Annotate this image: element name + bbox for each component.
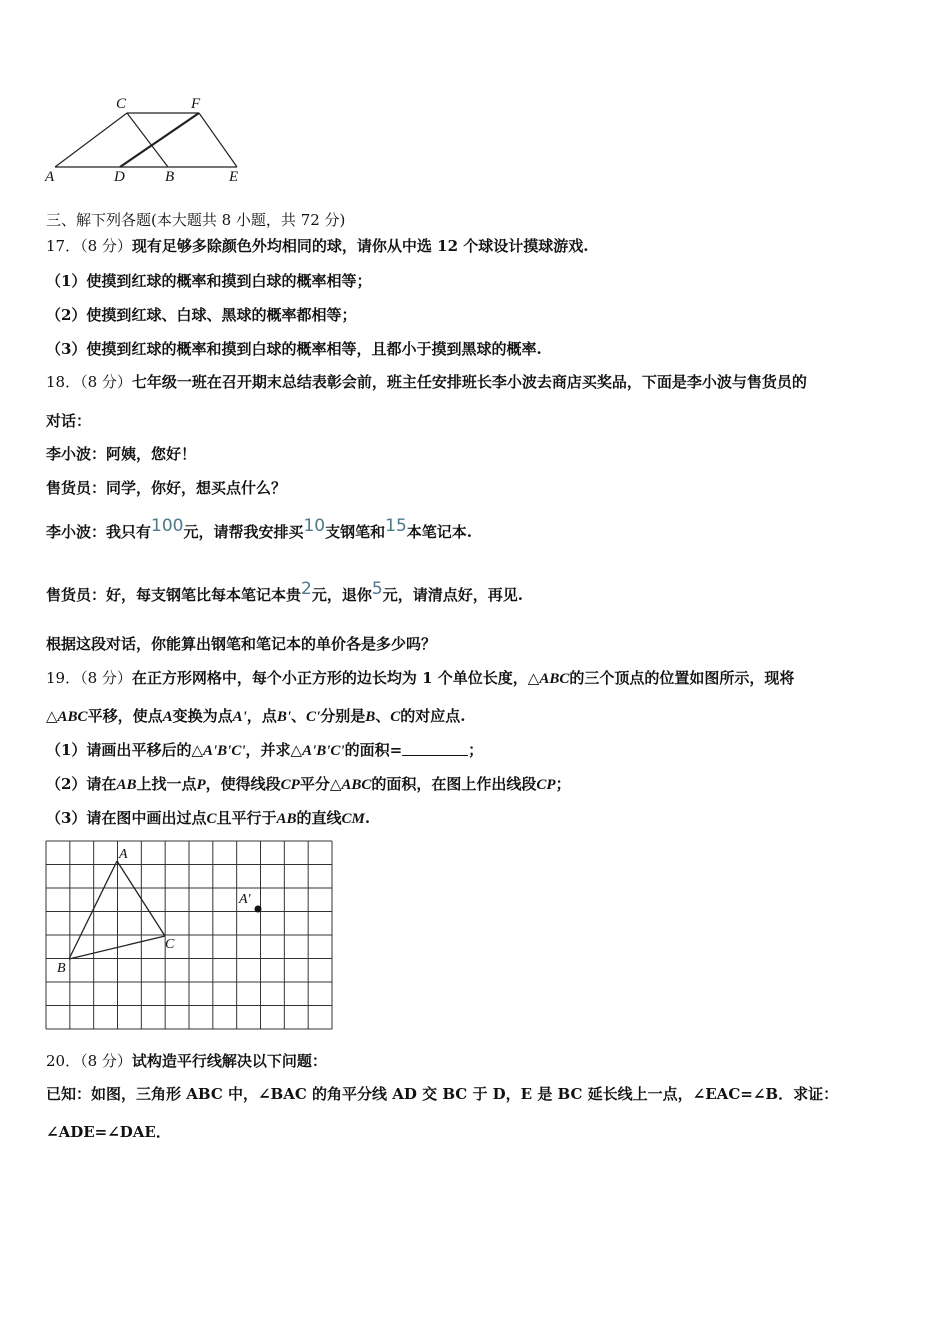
text: ，点 [246,707,277,725]
q17-part-1: （1）使摸到红球的概率和摸到白球的概率相等； [46,272,372,290]
label-A: A [45,169,55,185]
text: 上找一点 [136,775,197,793]
text: . [364,809,371,827]
text: 的面积= [344,741,403,759]
segment-name: CP [536,777,556,793]
question-points: （8 分） [80,237,132,255]
text: ，使得线段 [205,775,281,793]
q19-line-2 [46,705,466,728]
point-name: A' [232,709,247,725]
triangle-side-AB [69,861,117,959]
triangle-name: ABC [57,709,88,725]
text: 平分△ [299,775,342,793]
question-text: 的三个顶点的位置如图所示，现将 [569,669,795,687]
q17-part-2: （2）使摸到红球、白球、黑球的概率都相等； [46,306,357,324]
dialogue-text: 元，请清点好，再见. [382,586,523,604]
question-points: （8 分） [80,669,132,687]
text: （3）请在图中画出过点 [46,809,207,827]
grid-label-A: A [119,847,128,862]
label-D: D [114,169,125,185]
question-text: 在正方形网格中，每个小正方形的边长均为 1 个单位长度，△ [131,669,540,687]
text: 平移，使点 [87,707,163,725]
dialogue-text: 元，请帮我安排买 [183,523,304,541]
text: 的直线 [296,809,342,827]
question-points: （8 分） [80,1052,132,1070]
dialogue-text: 售货员：好，每支钢笔比每本笔记本贵 [46,586,302,604]
pens-value: 10 [303,516,326,536]
text: 、 [291,707,307,725]
text: ； [468,741,484,759]
q20-given: 已知：如图，三角形 ABC 中，∠BAC 的角平分线 AD 交 BC 于 D，E 是 BC 延长线上一点，∠EAC=∠B．求证： [46,1085,839,1103]
section-heading: 三、解下列各题(本大题共 8 小题，共 72 分) [46,211,346,229]
text: △ [46,707,58,725]
point-name: B' [276,709,291,725]
text: ； [555,775,571,793]
point-name: C [206,811,217,827]
answer-blank[interactable] [402,741,468,756]
segment-FE [199,113,237,167]
question-text: 七年级一班在召开期末总结表彰会前，班主任安排班长李小波去商店买奖品，下面是李小波与售货员的 [131,373,807,391]
segment-AC [55,113,127,167]
question-text: 试构造平行线解决以下问题： [131,1052,327,1070]
dialogue-line-1: 李小波：阿姨，您好！ [46,445,197,463]
question-text: 现有足够多除颜色外均相同的球，请你从中选 12 个球设计摸球游戏. [131,237,589,255]
q18-question: 根据这段对话，你能算出钢笔和笔记本的单价各是多少吗？ [46,635,437,653]
label-B: B [165,169,175,185]
text: 且平行于 [216,809,277,827]
q19-part-2 [46,773,571,796]
segment-name: AB [116,777,137,793]
grid-label-A-prime: A' [239,892,251,907]
question-points: （8 分） [80,373,132,391]
line-name: CM [341,811,365,827]
label-C: C [116,96,127,112]
label-F: F [191,96,201,112]
point-A-prime [255,906,262,913]
square-grid-figure [45,840,333,1030]
question-number: 18． [46,373,81,391]
triangle-name: ABC [539,671,570,687]
label-E: E [229,169,239,185]
text: 的对应点. [400,707,466,725]
dialogue-line-3 [46,516,473,543]
text: 变换为点 [172,707,233,725]
dialogue-text: 李小波：我只有 [46,523,152,541]
price-diff-value: 2 [301,579,312,599]
segment-name: CP [280,777,300,793]
q18-text-cont: 对话： [46,412,92,430]
q17-part-3: （3）使摸到红球的概率和摸到白球的概率相等，且都小于摸到黑球的概率. [46,340,542,358]
text: 的面积，在图上作出线段 [371,775,537,793]
question-number: 20． [46,1052,81,1070]
text: ，并求△ [245,741,303,759]
point-name: C [390,709,401,725]
text: 分别是 [320,707,366,725]
text: （1）请画出平移后的△ [46,741,203,759]
dialogue-line-2: 售货员：同学，你好，想买点什么？ [46,479,287,497]
change-value: 5 [371,579,383,599]
q20-prove: ∠ADE=∠DAE． [46,1123,171,1141]
text: 、 [375,707,391,725]
money-value: 100 [151,516,184,536]
question-number: 17． [46,237,81,255]
question-19 [46,667,794,690]
point-name: A [162,709,173,725]
dialogue-line-4 [46,579,523,606]
segment-name: AB [276,811,297,827]
q19-part-1 [46,739,483,762]
question-18 [46,371,807,393]
triangle-name: ABC [341,777,372,793]
question-17 [46,235,588,257]
dialogue-text: 支钢笔和 [325,523,386,541]
point-name: C' [306,709,321,725]
point-name: B [365,709,376,725]
books-value: 15 [385,516,407,536]
segment-DF [120,113,199,167]
dialogue-text: 本笔记本. [406,523,473,541]
grid-label-B: B [57,961,66,976]
triangle-name: A'B'C' [202,743,246,759]
geometry-figure [40,96,250,188]
triangle-name: A'B'C' [302,743,345,759]
q19-part-3 [46,807,370,830]
text: （2）请在 [46,775,117,793]
point-name: P [196,777,206,793]
question-20 [46,1050,327,1072]
grid-label-C: C [165,937,175,952]
question-number: 19． [46,669,81,687]
dialogue-text: 元，退你 [311,586,372,604]
